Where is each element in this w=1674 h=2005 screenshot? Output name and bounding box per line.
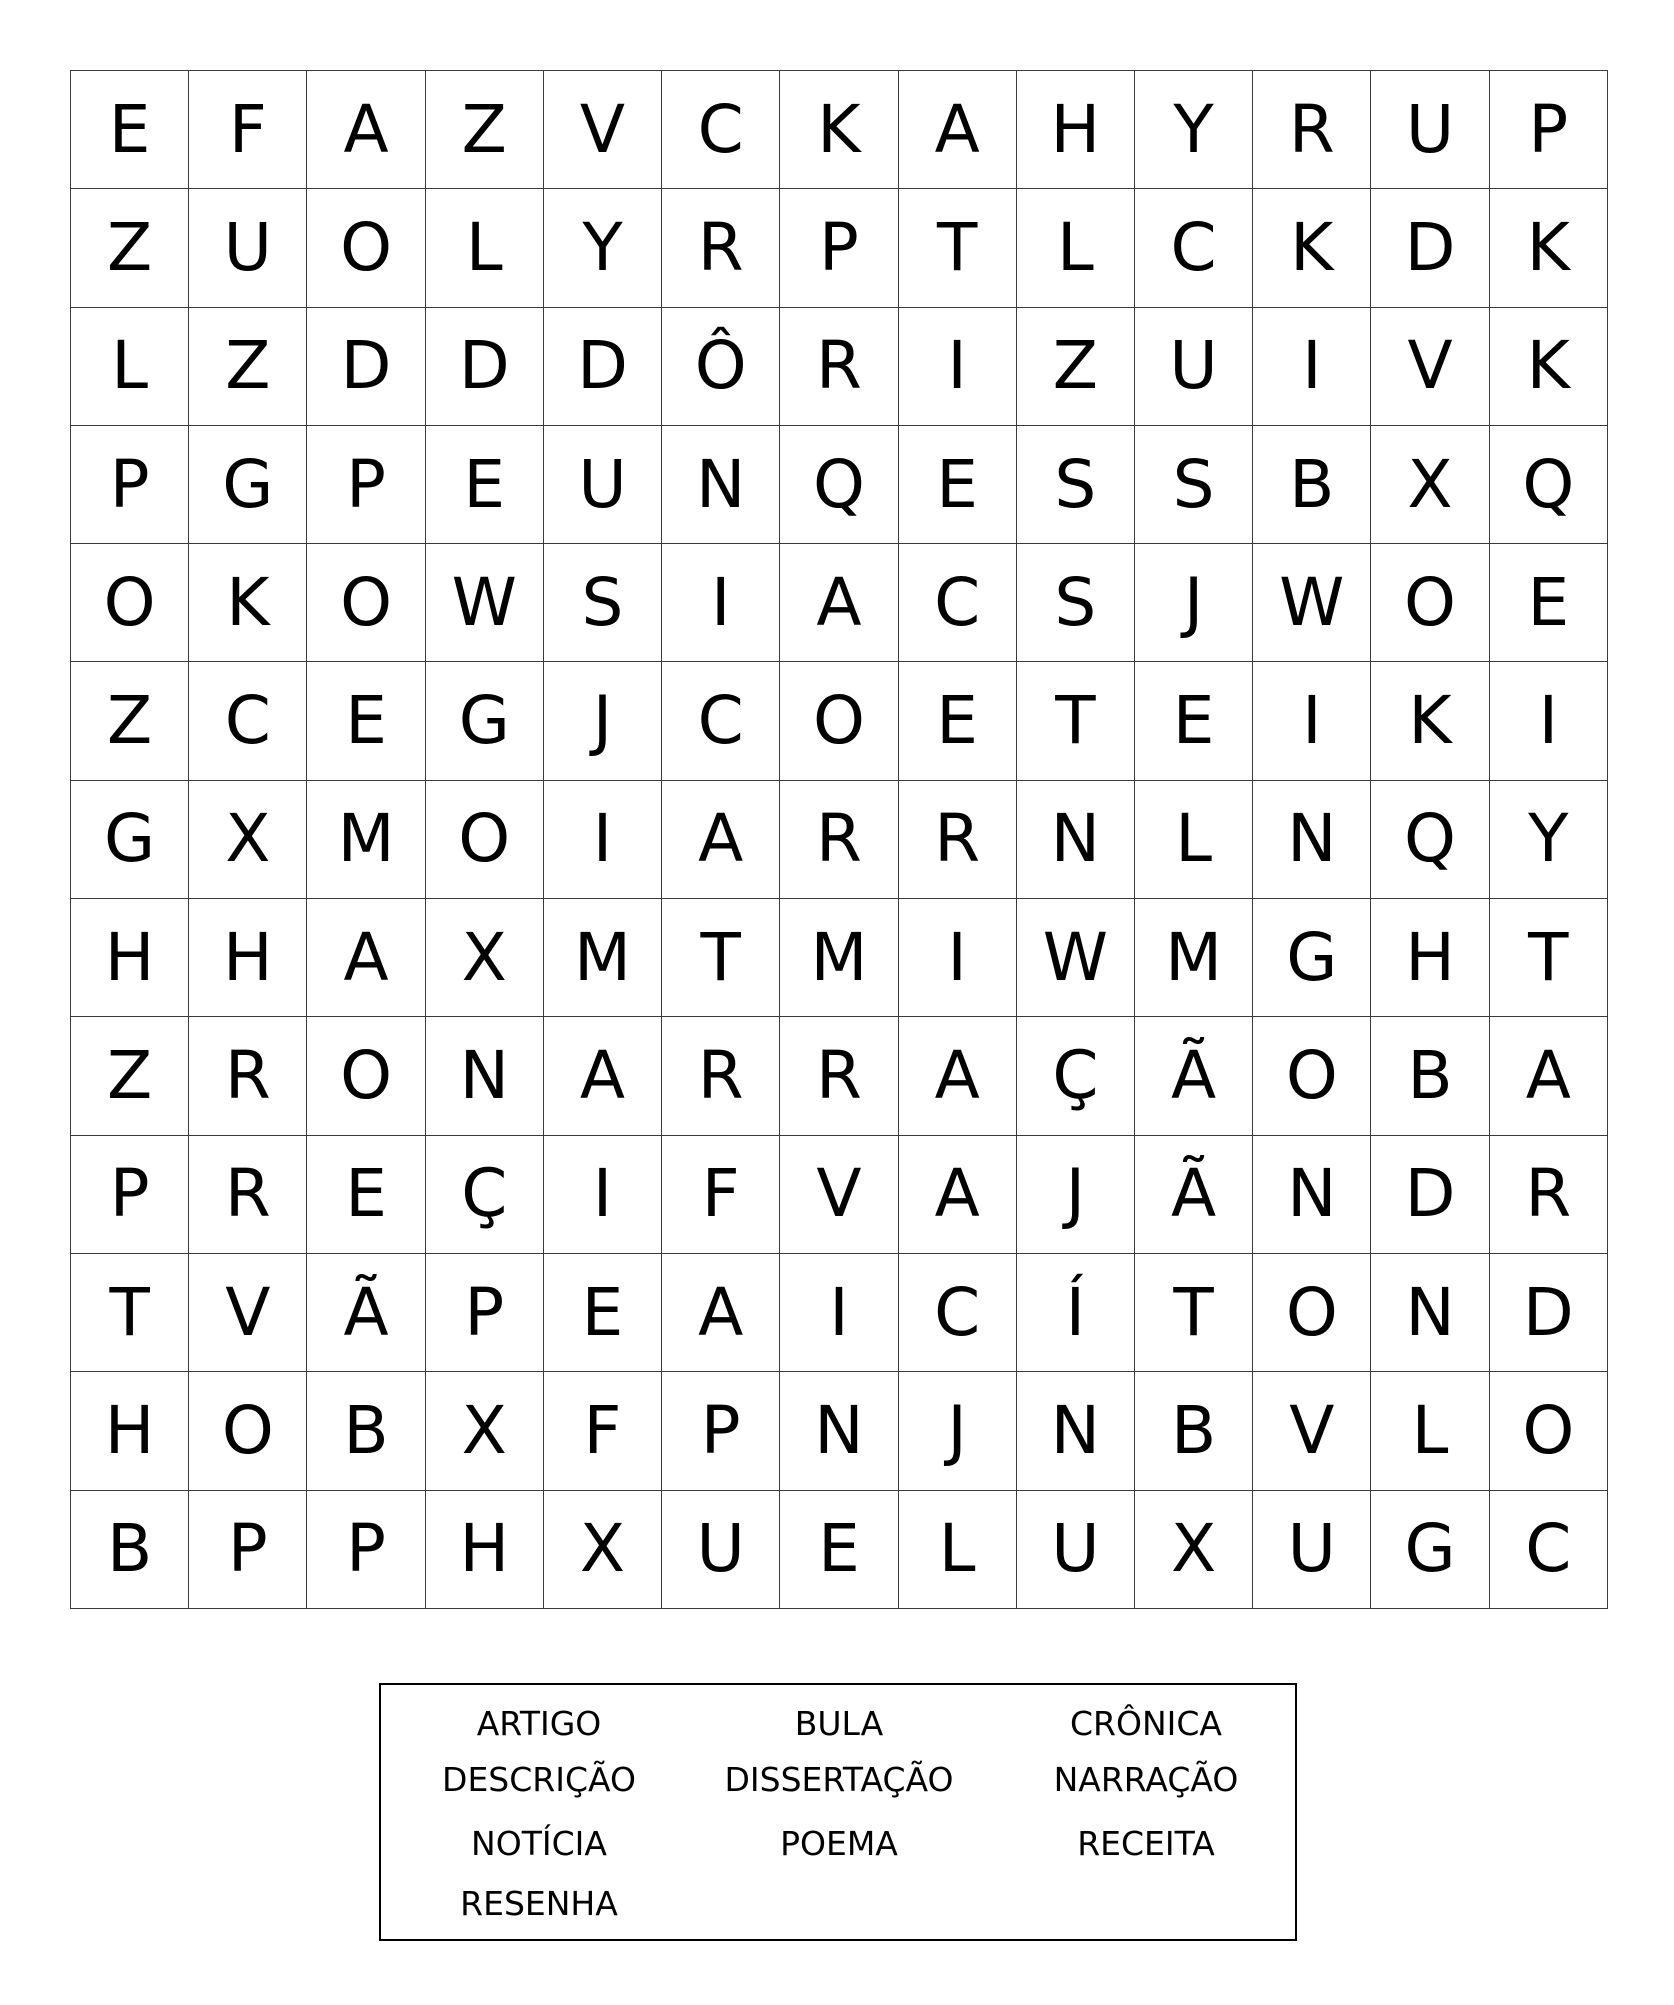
grid-cell[interactable]: A <box>662 780 780 898</box>
grid-cell[interactable]: Ç <box>425 1135 543 1253</box>
word-list-item: NOTÍCIA <box>471 1824 607 1863</box>
grid-cell[interactable]: C <box>1134 189 1252 307</box>
grid-cell[interactable]: X <box>1134 1490 1252 1608</box>
grid-row <box>71 71 1608 189</box>
grid-cell[interactable]: S <box>1016 544 1134 662</box>
grid-cell[interactable]: I <box>543 780 661 898</box>
grid-cell[interactable]: H <box>71 1372 189 1490</box>
grid-cell[interactable]: X <box>1371 425 1489 543</box>
grid-cell[interactable]: D <box>1371 1135 1489 1253</box>
grid-cell[interactable]: P <box>780 189 898 307</box>
grid-cell[interactable]: S <box>1134 425 1252 543</box>
grid-cell[interactable]: W <box>1016 899 1134 1017</box>
grid-cell[interactable]: P <box>307 1490 425 1608</box>
grid-cell[interactable]: O <box>1371 544 1489 662</box>
grid-cell[interactable]: R <box>662 189 780 307</box>
grid-cell[interactable]: X <box>425 1372 543 1490</box>
grid-cell[interactable]: C <box>189 662 307 780</box>
grid-cell[interactable]: P <box>425 1253 543 1371</box>
grid-cell[interactable]: Ã <box>1134 1135 1252 1253</box>
grid-cell[interactable]: I <box>662 544 780 662</box>
grid-cell[interactable]: I <box>1253 662 1371 780</box>
grid-cell[interactable]: V <box>1253 1372 1371 1490</box>
grid-cell[interactable]: B <box>1134 1372 1252 1490</box>
grid-cell[interactable]: K <box>189 544 307 662</box>
grid-cell[interactable]: T <box>662 899 780 1017</box>
grid-cell[interactable]: R <box>189 1135 307 1253</box>
grid-cell[interactable]: O <box>307 1017 425 1135</box>
grid-cell[interactable]: H <box>425 1490 543 1608</box>
grid-cell[interactable]: Ç <box>1016 1017 1134 1135</box>
grid-cell[interactable]: R <box>780 780 898 898</box>
grid-cell[interactable]: T <box>1134 1253 1252 1371</box>
grid-cell[interactable]: L <box>71 307 189 425</box>
grid-cell[interactable]: A <box>780 544 898 662</box>
grid-cell[interactable]: X <box>543 1490 661 1608</box>
grid-cell[interactable]: E <box>543 1253 661 1371</box>
grid-cell[interactable]: T <box>71 1253 189 1371</box>
grid-cell[interactable]: M <box>780 899 898 1017</box>
grid-row <box>71 662 1608 780</box>
grid-cell[interactable]: M <box>543 899 661 1017</box>
grid-cell[interactable]: Q <box>780 425 898 543</box>
grid-cell[interactable]: O <box>307 189 425 307</box>
grid-cell[interactable]: G <box>425 662 543 780</box>
word-list-item: ARTIGO <box>476 1704 602 1743</box>
grid-cell[interactable]: O <box>307 544 425 662</box>
grid-cell[interactable]: Z <box>71 189 189 307</box>
grid-cell[interactable]: K <box>780 71 898 189</box>
grid-cell[interactable]: F <box>543 1372 661 1490</box>
grid-cell[interactable]: Z <box>71 1017 189 1135</box>
letter-grid <box>70 70 1608 1609</box>
grid-cell[interactable]: V <box>780 1135 898 1253</box>
grid-row <box>71 899 1608 1017</box>
grid-cell[interactable]: U <box>1371 71 1489 189</box>
grid-cell[interactable]: Q <box>1371 780 1489 898</box>
grid-cell[interactable]: I <box>1253 307 1371 425</box>
grid-cell[interactable]: E <box>71 71 189 189</box>
grid-cell[interactable]: Z <box>71 662 189 780</box>
grid-cell[interactable]: E <box>780 1490 898 1608</box>
grid-cell[interactable]: C <box>662 662 780 780</box>
grid-cell[interactable]: L <box>1016 189 1134 307</box>
grid-cell[interactable]: B <box>307 1372 425 1490</box>
word-list-item: CRÔNICA <box>1070 1704 1222 1743</box>
grid-cell[interactable]: R <box>1489 1135 1607 1253</box>
grid-cell[interactable]: A <box>898 71 1016 189</box>
grid-cell[interactable]: Q <box>1489 425 1607 543</box>
word-list-item: BULA <box>794 1704 884 1743</box>
grid-cell[interactable]: T <box>1016 662 1134 780</box>
grid-row <box>71 1135 1608 1253</box>
grid-cell[interactable]: R <box>189 1017 307 1135</box>
grid-cell[interactable]: R <box>662 1017 780 1135</box>
grid-cell[interactable]: O <box>1489 1372 1607 1490</box>
grid-cell[interactable]: D <box>1489 1253 1607 1371</box>
grid-cell[interactable]: J <box>1134 544 1252 662</box>
word-list-item: RESENHA <box>460 1884 618 1923</box>
grid-cell[interactable]: U <box>1134 307 1252 425</box>
grid-cell[interactable]: O <box>71 544 189 662</box>
grid-cell[interactable]: N <box>662 425 780 543</box>
grid-cell[interactable]: C <box>898 1253 1016 1371</box>
grid-cell[interactable]: Y <box>1134 71 1252 189</box>
grid-cell[interactable]: P <box>71 425 189 543</box>
grid-cell[interactable]: E <box>307 662 425 780</box>
word-list-item: DISSERTAÇÃO <box>724 1760 954 1799</box>
grid-cell[interactable]: L <box>898 1490 1016 1608</box>
grid-cell[interactable]: Ã <box>307 1253 425 1371</box>
grid-cell[interactable]: U <box>543 425 661 543</box>
grid-cell[interactable]: G <box>71 780 189 898</box>
word-list-box <box>379 1683 1297 1941</box>
grid-cell[interactable]: R <box>780 1017 898 1135</box>
grid-row <box>71 544 1608 662</box>
grid-cell[interactable]: J <box>1016 1135 1134 1253</box>
grid-cell[interactable]: J <box>543 662 661 780</box>
word-list-item: POEMA <box>780 1824 898 1863</box>
grid-cell[interactable]: G <box>1371 1490 1489 1608</box>
grid-cell[interactable]: Z <box>1016 307 1134 425</box>
grid-cell[interactable]: A <box>898 1135 1016 1253</box>
grid-cell[interactable]: V <box>189 1253 307 1371</box>
grid-cell[interactable]: I <box>898 899 1016 1017</box>
grid-cell[interactable]: E <box>1134 662 1252 780</box>
grid-cell[interactable]: B <box>1371 1017 1489 1135</box>
grid-cell[interactable]: H <box>1371 899 1489 1017</box>
grid-row <box>71 1017 1608 1135</box>
grid-cell[interactable]: Z <box>425 71 543 189</box>
grid-cell[interactable]: P <box>71 1135 189 1253</box>
grid-cell[interactable]: N <box>1253 780 1371 898</box>
grid-cell[interactable]: A <box>543 1017 661 1135</box>
grid-cell[interactable]: A <box>307 71 425 189</box>
grid-cell[interactable]: Ã <box>1134 1017 1252 1135</box>
grid-cell[interactable]: N <box>1371 1253 1489 1371</box>
grid-cell[interactable]: G <box>189 425 307 543</box>
grid-cell[interactable]: A <box>898 1017 1016 1135</box>
grid-cell[interactable]: E <box>425 425 543 543</box>
grid-cell[interactable]: C <box>898 544 1016 662</box>
grid-cell[interactable]: N <box>780 1372 898 1490</box>
word-list-item: RECEITA <box>1077 1824 1215 1863</box>
grid-cell[interactable]: U <box>1253 1490 1371 1608</box>
grid-cell[interactable]: E <box>898 662 1016 780</box>
grid-cell[interactable]: F <box>189 71 307 189</box>
grid-cell[interactable]: V <box>1371 307 1489 425</box>
grid-cell[interactable]: Y <box>543 189 661 307</box>
grid-cell[interactable]: H <box>71 899 189 1017</box>
grid-row <box>71 780 1608 898</box>
grid-cell[interactable]: S <box>1016 425 1134 543</box>
grid-row <box>71 425 1608 543</box>
grid-cell[interactable]: N <box>1253 1135 1371 1253</box>
grid-cell[interactable]: D <box>543 307 661 425</box>
grid-cell[interactable]: D <box>307 307 425 425</box>
word-list-item: NARRAÇÃO <box>1053 1760 1239 1799</box>
grid-cell[interactable]: L <box>425 189 543 307</box>
grid-cell[interactable]: R <box>898 780 1016 898</box>
grid-cell[interactable]: N <box>1016 1372 1134 1490</box>
grid-cell[interactable]: X <box>189 780 307 898</box>
grid-cell[interactable]: P <box>662 1372 780 1490</box>
grid-cell[interactable]: N <box>425 1017 543 1135</box>
grid-cell[interactable]: E <box>898 425 1016 543</box>
grid-cell[interactable]: F <box>662 1135 780 1253</box>
grid-cell[interactable]: O <box>425 780 543 898</box>
grid-row <box>71 1490 1608 1608</box>
grid-cell[interactable]: D <box>1371 189 1489 307</box>
grid-cell[interactable]: M <box>1134 899 1252 1017</box>
grid-cell[interactable]: Ô <box>662 307 780 425</box>
grid-cell[interactable]: A <box>1489 1017 1607 1135</box>
grid-cell[interactable]: A <box>307 899 425 1017</box>
grid-cell[interactable]: W <box>425 544 543 662</box>
grid-cell[interactable]: N <box>1016 780 1134 898</box>
grid-cell[interactable]: Í <box>1016 1253 1134 1371</box>
grid-cell[interactable]: G <box>1253 899 1371 1017</box>
grid-cell[interactable]: D <box>425 307 543 425</box>
grid-cell[interactable]: K <box>1253 189 1371 307</box>
grid-cell[interactable]: O <box>1253 1253 1371 1371</box>
grid-cell[interactable]: R <box>780 307 898 425</box>
grid-cell[interactable]: E <box>1489 544 1607 662</box>
grid-cell[interactable]: I <box>780 1253 898 1371</box>
grid-cell[interactable]: L <box>1134 780 1252 898</box>
grid-cell[interactable]: O <box>1253 1017 1371 1135</box>
grid-cell[interactable]: J <box>898 1372 1016 1490</box>
grid-cell[interactable]: T <box>1489 899 1607 1017</box>
grid-cell[interactable]: U <box>662 1490 780 1608</box>
grid-cell[interactable]: I <box>898 307 1016 425</box>
grid-cell[interactable]: M <box>307 780 425 898</box>
grid-cell[interactable]: U <box>1016 1490 1134 1608</box>
grid-cell[interactable]: P <box>189 1490 307 1608</box>
grid-row <box>71 189 1608 307</box>
grid-row <box>71 307 1608 425</box>
grid-cell[interactable]: B <box>71 1490 189 1608</box>
grid-cell[interactable]: K <box>1371 662 1489 780</box>
grid-row <box>71 1372 1608 1490</box>
grid-cell[interactable]: I <box>543 1135 661 1253</box>
grid-cell[interactable]: W <box>1253 544 1371 662</box>
grid-cell[interactable]: O <box>189 1372 307 1490</box>
grid-cell[interactable]: O <box>780 662 898 780</box>
grid-cell[interactable]: P <box>307 425 425 543</box>
grid-cell[interactable]: K <box>1489 307 1607 425</box>
grid-cell[interactable]: R <box>1253 71 1371 189</box>
grid-cell[interactable]: V <box>543 71 661 189</box>
grid-cell[interactable]: H <box>1016 71 1134 189</box>
grid-cell[interactable]: L <box>1371 1372 1489 1490</box>
grid-cell[interactable]: Z <box>189 307 307 425</box>
grid-row <box>71 1253 1608 1371</box>
word-list-item: DESCRIÇÃO <box>442 1760 636 1799</box>
grid-cell[interactable]: K <box>1489 189 1607 307</box>
grid-cell[interactable]: P <box>1489 71 1607 189</box>
grid-cell[interactable]: Y <box>1489 780 1607 898</box>
grid-cell[interactable]: B <box>1253 425 1371 543</box>
grid-cell[interactable]: X <box>425 899 543 1017</box>
grid-cell[interactable]: A <box>662 1253 780 1371</box>
grid-cell[interactable]: T <box>898 189 1016 307</box>
grid-cell[interactable]: E <box>307 1135 425 1253</box>
grid-cell[interactable]: C <box>662 71 780 189</box>
grid-cell[interactable]: I <box>1489 662 1607 780</box>
grid-cell[interactable]: H <box>189 899 307 1017</box>
grid-cell[interactable]: C <box>1489 1490 1607 1608</box>
grid-cell[interactable]: U <box>189 189 307 307</box>
grid-cell[interactable]: S <box>543 544 661 662</box>
